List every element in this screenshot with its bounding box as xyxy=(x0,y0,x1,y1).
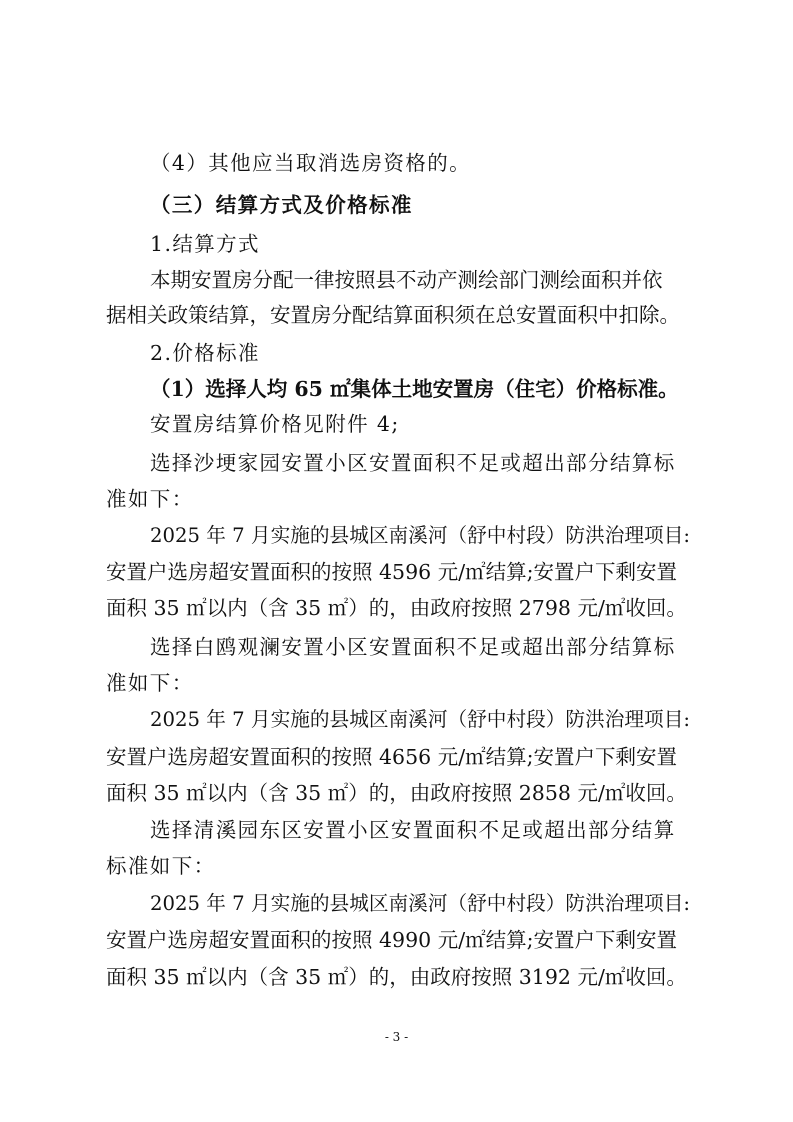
paragraph-line: 安置户选房超安置面积的按照 4596 元/㎡结算;安置户下剩安置 xyxy=(106,560,678,584)
paragraph-line: 准如下： xyxy=(106,671,194,695)
paragraph-line: 2025 年 7 月实施的县城区南溪河（舒中村段）防洪治理项目: xyxy=(150,708,690,731)
subheading-settlement-method: 1.结算方式 xyxy=(150,232,260,256)
paragraph-line: 选择清溪园东区安置小区安置面积不足或超出部分结算 xyxy=(150,818,676,842)
paragraph-line: 安置房结算价格见附件 4; xyxy=(150,412,400,436)
subheading-65-standard: （1）选择人均 65 ㎡集体土地安置房（住宅）价格标准。 xyxy=(150,377,679,401)
paragraph-line: 面积 35 ㎡以内（含 35 ㎡）的，由政府按照 2798 元/㎡收回。 xyxy=(106,596,687,620)
paragraph-line: 2025 年 7 月实施的县城区南溪河（舒中村段）防洪治理项目: xyxy=(150,892,690,915)
paragraph-line: 据相关政策结算，安置房分配结算面积须在总安置面积中扣除。 xyxy=(106,303,680,327)
paragraph-line: 标准如下： xyxy=(106,854,216,878)
paragraph-line: 2025 年 7 月实施的县城区南溪河（舒中村段）防洪治理项目: xyxy=(150,524,690,547)
paragraph-line: 准如下： xyxy=(106,487,194,511)
paragraph-line: 选择沙埂家园安置小区安置面积不足或超出部分结算标 xyxy=(150,451,676,475)
paragraph-line: 安置户选房超安置面积的按照 4656 元/㎡结算;安置户下剩安置 xyxy=(106,745,678,769)
paragraph-line: 选择白鸥观澜安置小区安置面积不足或超出部分结算标 xyxy=(150,635,676,659)
paragraph-line: 安置户选房超安置面积的按照 4990 元/㎡结算;安置户下剩安置 xyxy=(106,928,678,952)
section-heading-settlement: （三）结算方式及价格标准 xyxy=(150,193,413,217)
paragraph-line: 本期安置房分配一律按照县不动产测绘部门测绘面积并依 xyxy=(150,268,663,292)
subheading-price-standard: 2.价格标准 xyxy=(150,341,260,365)
paragraph-line: 面积 35 ㎡以内（含 35 ㎡）的，由政府按照 3192 元/㎡收回。 xyxy=(106,965,687,989)
page-number: - 3 - xyxy=(384,1030,409,1044)
paragraph-line: 面积 35 ㎡以内（含 35 ㎡）的，由政府按照 2858 元/㎡收回。 xyxy=(106,781,687,805)
item-4-cancel-qualification: （4）其他应当取消选房资格的。 xyxy=(150,151,472,175)
